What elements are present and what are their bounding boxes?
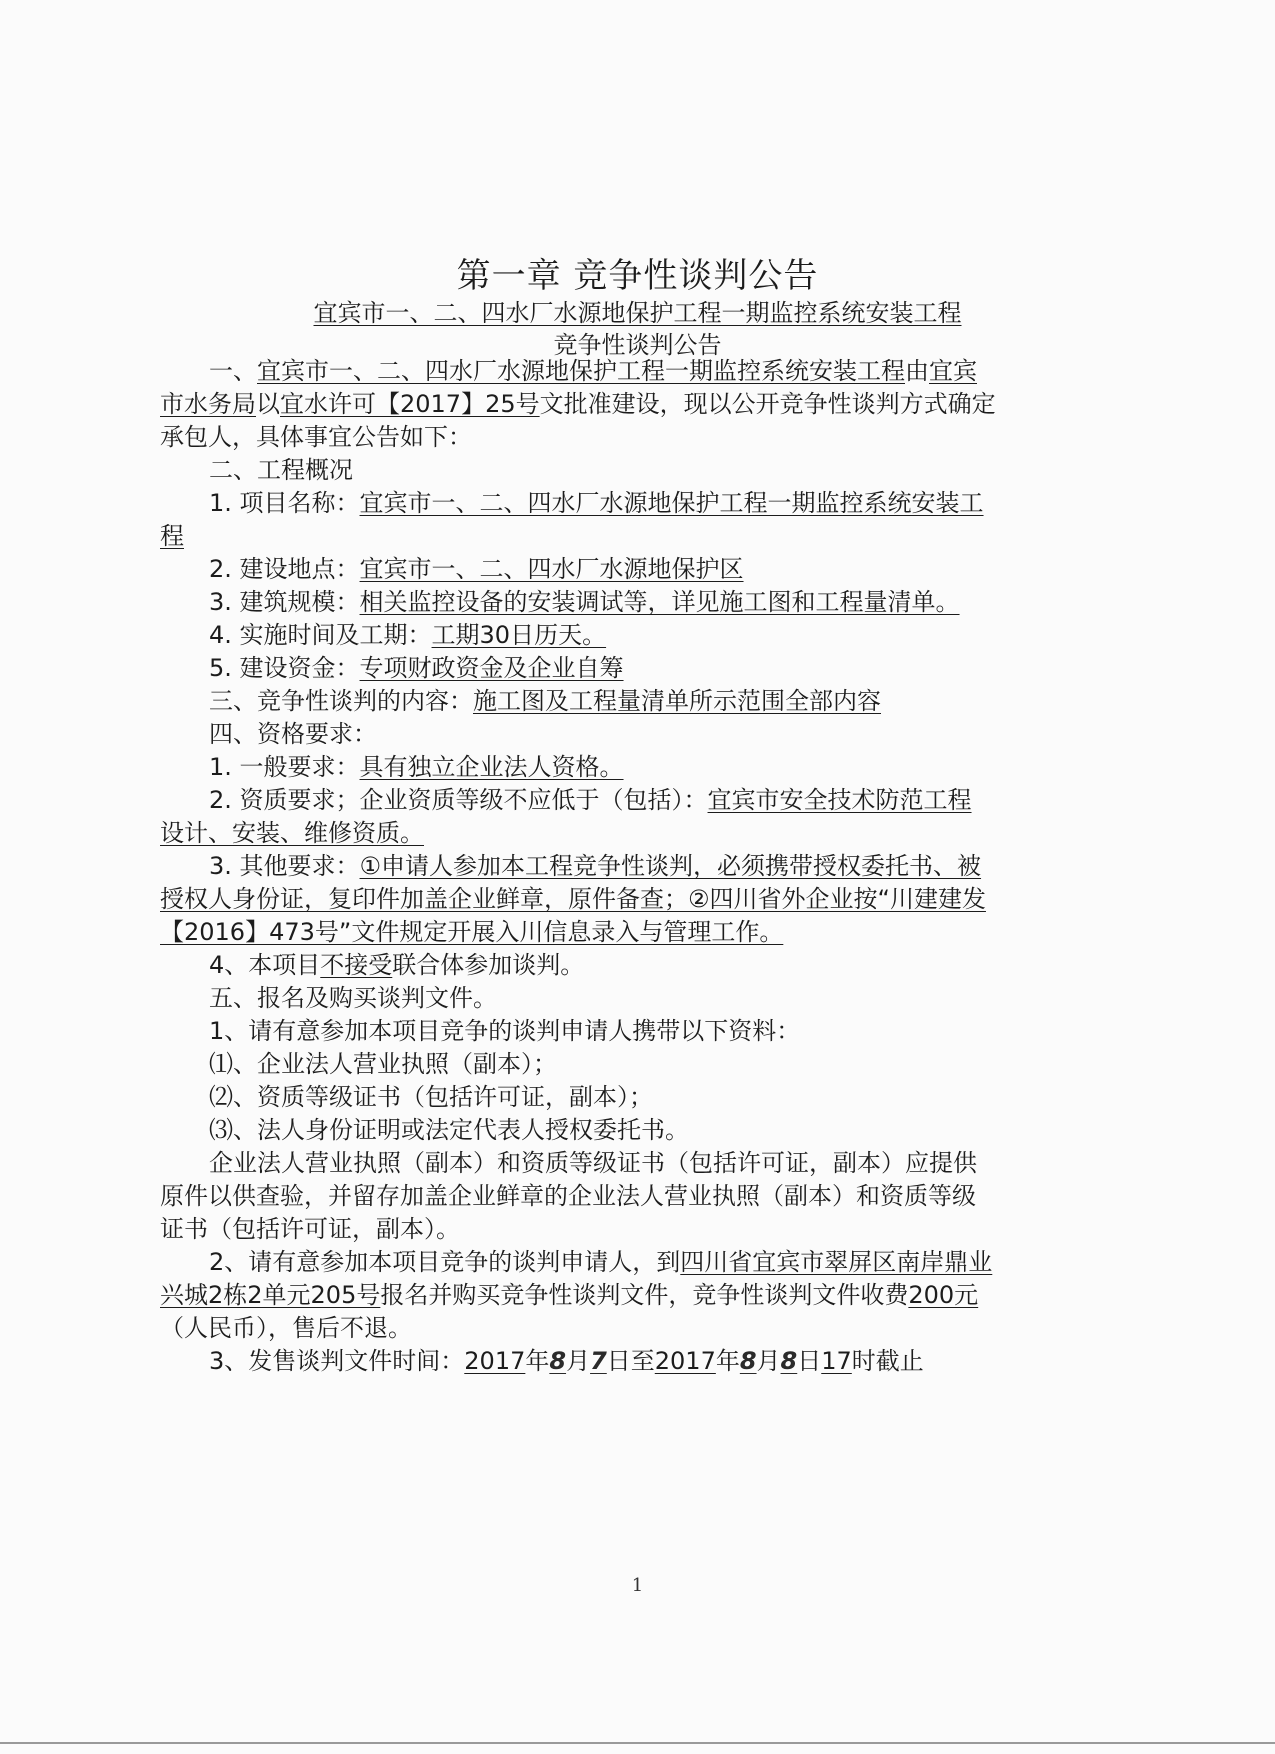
page-number: 1 bbox=[631, 1575, 644, 1596]
other-requirement-cont-2 bbox=[160, 918, 783, 947]
permit-ref: 宜水许可【2017】25号 bbox=[280, 390, 540, 418]
joint-venture-line bbox=[209, 951, 584, 980]
qualification-heading: 四、资格要求： bbox=[209, 720, 377, 748]
intro-line-2 bbox=[160, 390, 996, 419]
scan-edge bbox=[0, 1742, 1275, 1744]
body-text: 报名并购买竞争性谈判文件，竞争性谈判文件收费 bbox=[380, 1281, 909, 1309]
intro-line-1 bbox=[209, 357, 977, 386]
field-label: 3. 其他要求： bbox=[209, 852, 360, 880]
field-label: 5. 建设资金： bbox=[209, 654, 360, 682]
overview-heading: 二、工程概况 bbox=[209, 456, 353, 484]
sale-time-line bbox=[209, 1347, 924, 1376]
date-sep: 月 bbox=[756, 1347, 781, 1375]
note-line-2: 原件以供查验，并留存加盖企业鲜章的企业法人营业执照（副本）和资质等级 bbox=[160, 1182, 976, 1210]
scale-line bbox=[209, 588, 960, 617]
grade-requirement-cont bbox=[160, 819, 424, 848]
handwritten-day: 8 bbox=[780, 1347, 798, 1375]
registration-item-1: 1、请有意参加本项目竞争的谈判申请人携带以下资料： bbox=[209, 1017, 801, 1045]
field-label: 4. 实施时间及工期： bbox=[209, 621, 432, 649]
announcement-title: 竞争性谈判公告 bbox=[553, 331, 722, 359]
date-sep: 日 bbox=[797, 1347, 822, 1375]
other-requirement-line bbox=[209, 852, 981, 881]
field-value: 设计、安装、维修资质。 bbox=[160, 819, 424, 847]
registration-item-2 bbox=[209, 1248, 992, 1277]
registration-item-2-cont bbox=[160, 1281, 978, 1310]
field-label: 3. 建筑规模： bbox=[209, 588, 360, 616]
date-sep: 年 bbox=[715, 1347, 740, 1375]
date-year: 2017 bbox=[464, 1347, 526, 1375]
required-doc-3: ⑶、法人身份证明或法定代表人授权委托书。 bbox=[209, 1116, 689, 1144]
field-value: 宜宾市安全技术防范工程 bbox=[707, 786, 972, 814]
date-year: 2017 bbox=[654, 1347, 716, 1375]
required-doc-2: ⑵、资质等级证书（包括许可证，副本）； bbox=[209, 1083, 653, 1111]
intro-text: 以 bbox=[256, 390, 280, 418]
note-line-1: 企业法人营业执照（副本）和资质等级证书（包括许可证，副本）应提供 bbox=[209, 1149, 977, 1177]
registration-heading: 五、报名及购买谈判文件。 bbox=[209, 984, 497, 1012]
authority-ref: 市水务局 bbox=[160, 390, 256, 418]
field-value: 具有独立企业法人资格。 bbox=[359, 753, 624, 781]
body-text: 联合体参加谈判。 bbox=[392, 951, 585, 979]
address-text: 兴城2栋2单元205号 bbox=[160, 1281, 381, 1309]
registration-item-2-end: （人民币），售后不退。 bbox=[160, 1314, 412, 1342]
note-line-3: 证书（包括许可证，副本）。 bbox=[160, 1215, 460, 1243]
handwritten-month: 8 bbox=[549, 1347, 567, 1375]
field-value: 专项财政资金及企业自筹 bbox=[359, 654, 624, 682]
location-line bbox=[209, 555, 744, 584]
handwritten-month: 8 bbox=[739, 1347, 757, 1375]
period-line bbox=[209, 621, 606, 650]
emphasis-text: 不接受 bbox=[320, 951, 393, 979]
address-text: 四川省宜宾市翠屏区南岸鼎业 bbox=[680, 1248, 993, 1276]
project-name-cont bbox=[160, 522, 184, 551]
date-sep: 时截止 bbox=[851, 1347, 924, 1375]
intro-text: 文批准建设，现以公开竞争性谈判方式确定 bbox=[539, 390, 996, 418]
field-value: 宜宾市一、二、四水厂水源地保护区 bbox=[359, 555, 744, 583]
fee-text: 200元 bbox=[908, 1281, 979, 1309]
date-hour: 17 bbox=[821, 1347, 852, 1375]
field-label: 2. 建设地点： bbox=[209, 555, 360, 583]
field-value: 相关监控设备的安装调试等，详见施工图和工程量清单。 bbox=[359, 588, 960, 616]
other-requirement-cont-1 bbox=[160, 885, 986, 914]
field-value: 宜宾市一、二、四水厂水源地保护工程一期监控系统安装工 bbox=[359, 489, 984, 517]
body-text: 4、本项目 bbox=[209, 951, 321, 979]
grade-requirement-line bbox=[209, 786, 972, 815]
project-title: 宜宾市一、二、四水厂水源地保护工程一期监控系统安装工程 bbox=[313, 299, 962, 327]
field-label: 三、竞争性谈判的内容： bbox=[209, 687, 473, 715]
intro-text: 一、 bbox=[209, 357, 257, 385]
field-label: 2. 资质要求；企业资质等级不应低于（包括）： bbox=[209, 786, 708, 814]
required-doc-1: ⑴、企业法人营业执照（副本）； bbox=[209, 1050, 557, 1078]
content-line bbox=[209, 687, 881, 716]
field-value: ①申请人参加本工程竞争性谈判，必须携带授权委托书、被 bbox=[359, 852, 982, 880]
field-value: 授权人身份证，复印件加盖企业鲜章，原件备查；②四川省外企业按“川建建发 bbox=[160, 885, 986, 913]
field-value: 程 bbox=[160, 522, 184, 550]
authority-ref: 宜宾 bbox=[929, 357, 977, 385]
project-name-ref: 宜宾市一、二、四水厂水源地保护工程一期监控系统安装工程 bbox=[257, 357, 905, 385]
intro-line-3: 承包人，具体事宜公告如下： bbox=[160, 423, 472, 451]
date-sep: 月 bbox=[566, 1347, 591, 1375]
general-requirement-line bbox=[209, 753, 624, 782]
chapter-title: 第一章 竞争性谈判公告 bbox=[456, 256, 819, 296]
project-name-line bbox=[209, 489, 984, 518]
field-value: 【2016】473号”文件规定开展入川信息录入与管理工作。 bbox=[160, 918, 784, 946]
field-value: 工期30日历天。 bbox=[431, 621, 607, 649]
intro-text: 由 bbox=[905, 357, 929, 385]
field-label: 3、发售谈判文件时间： bbox=[209, 1347, 465, 1375]
date-sep: 日至 bbox=[606, 1347, 655, 1375]
field-label: 1. 一般要求： bbox=[209, 753, 360, 781]
field-label: 1. 项目名称： bbox=[209, 489, 360, 517]
handwritten-day: 7 bbox=[590, 1347, 607, 1375]
fund-line bbox=[209, 654, 624, 683]
field-value: 施工图及工程量清单所示范围全部内容 bbox=[473, 687, 881, 715]
body-text: 2、请有意参加本项目竞争的谈判申请人，到 bbox=[209, 1248, 681, 1276]
date-sep: 年 bbox=[525, 1347, 550, 1375]
